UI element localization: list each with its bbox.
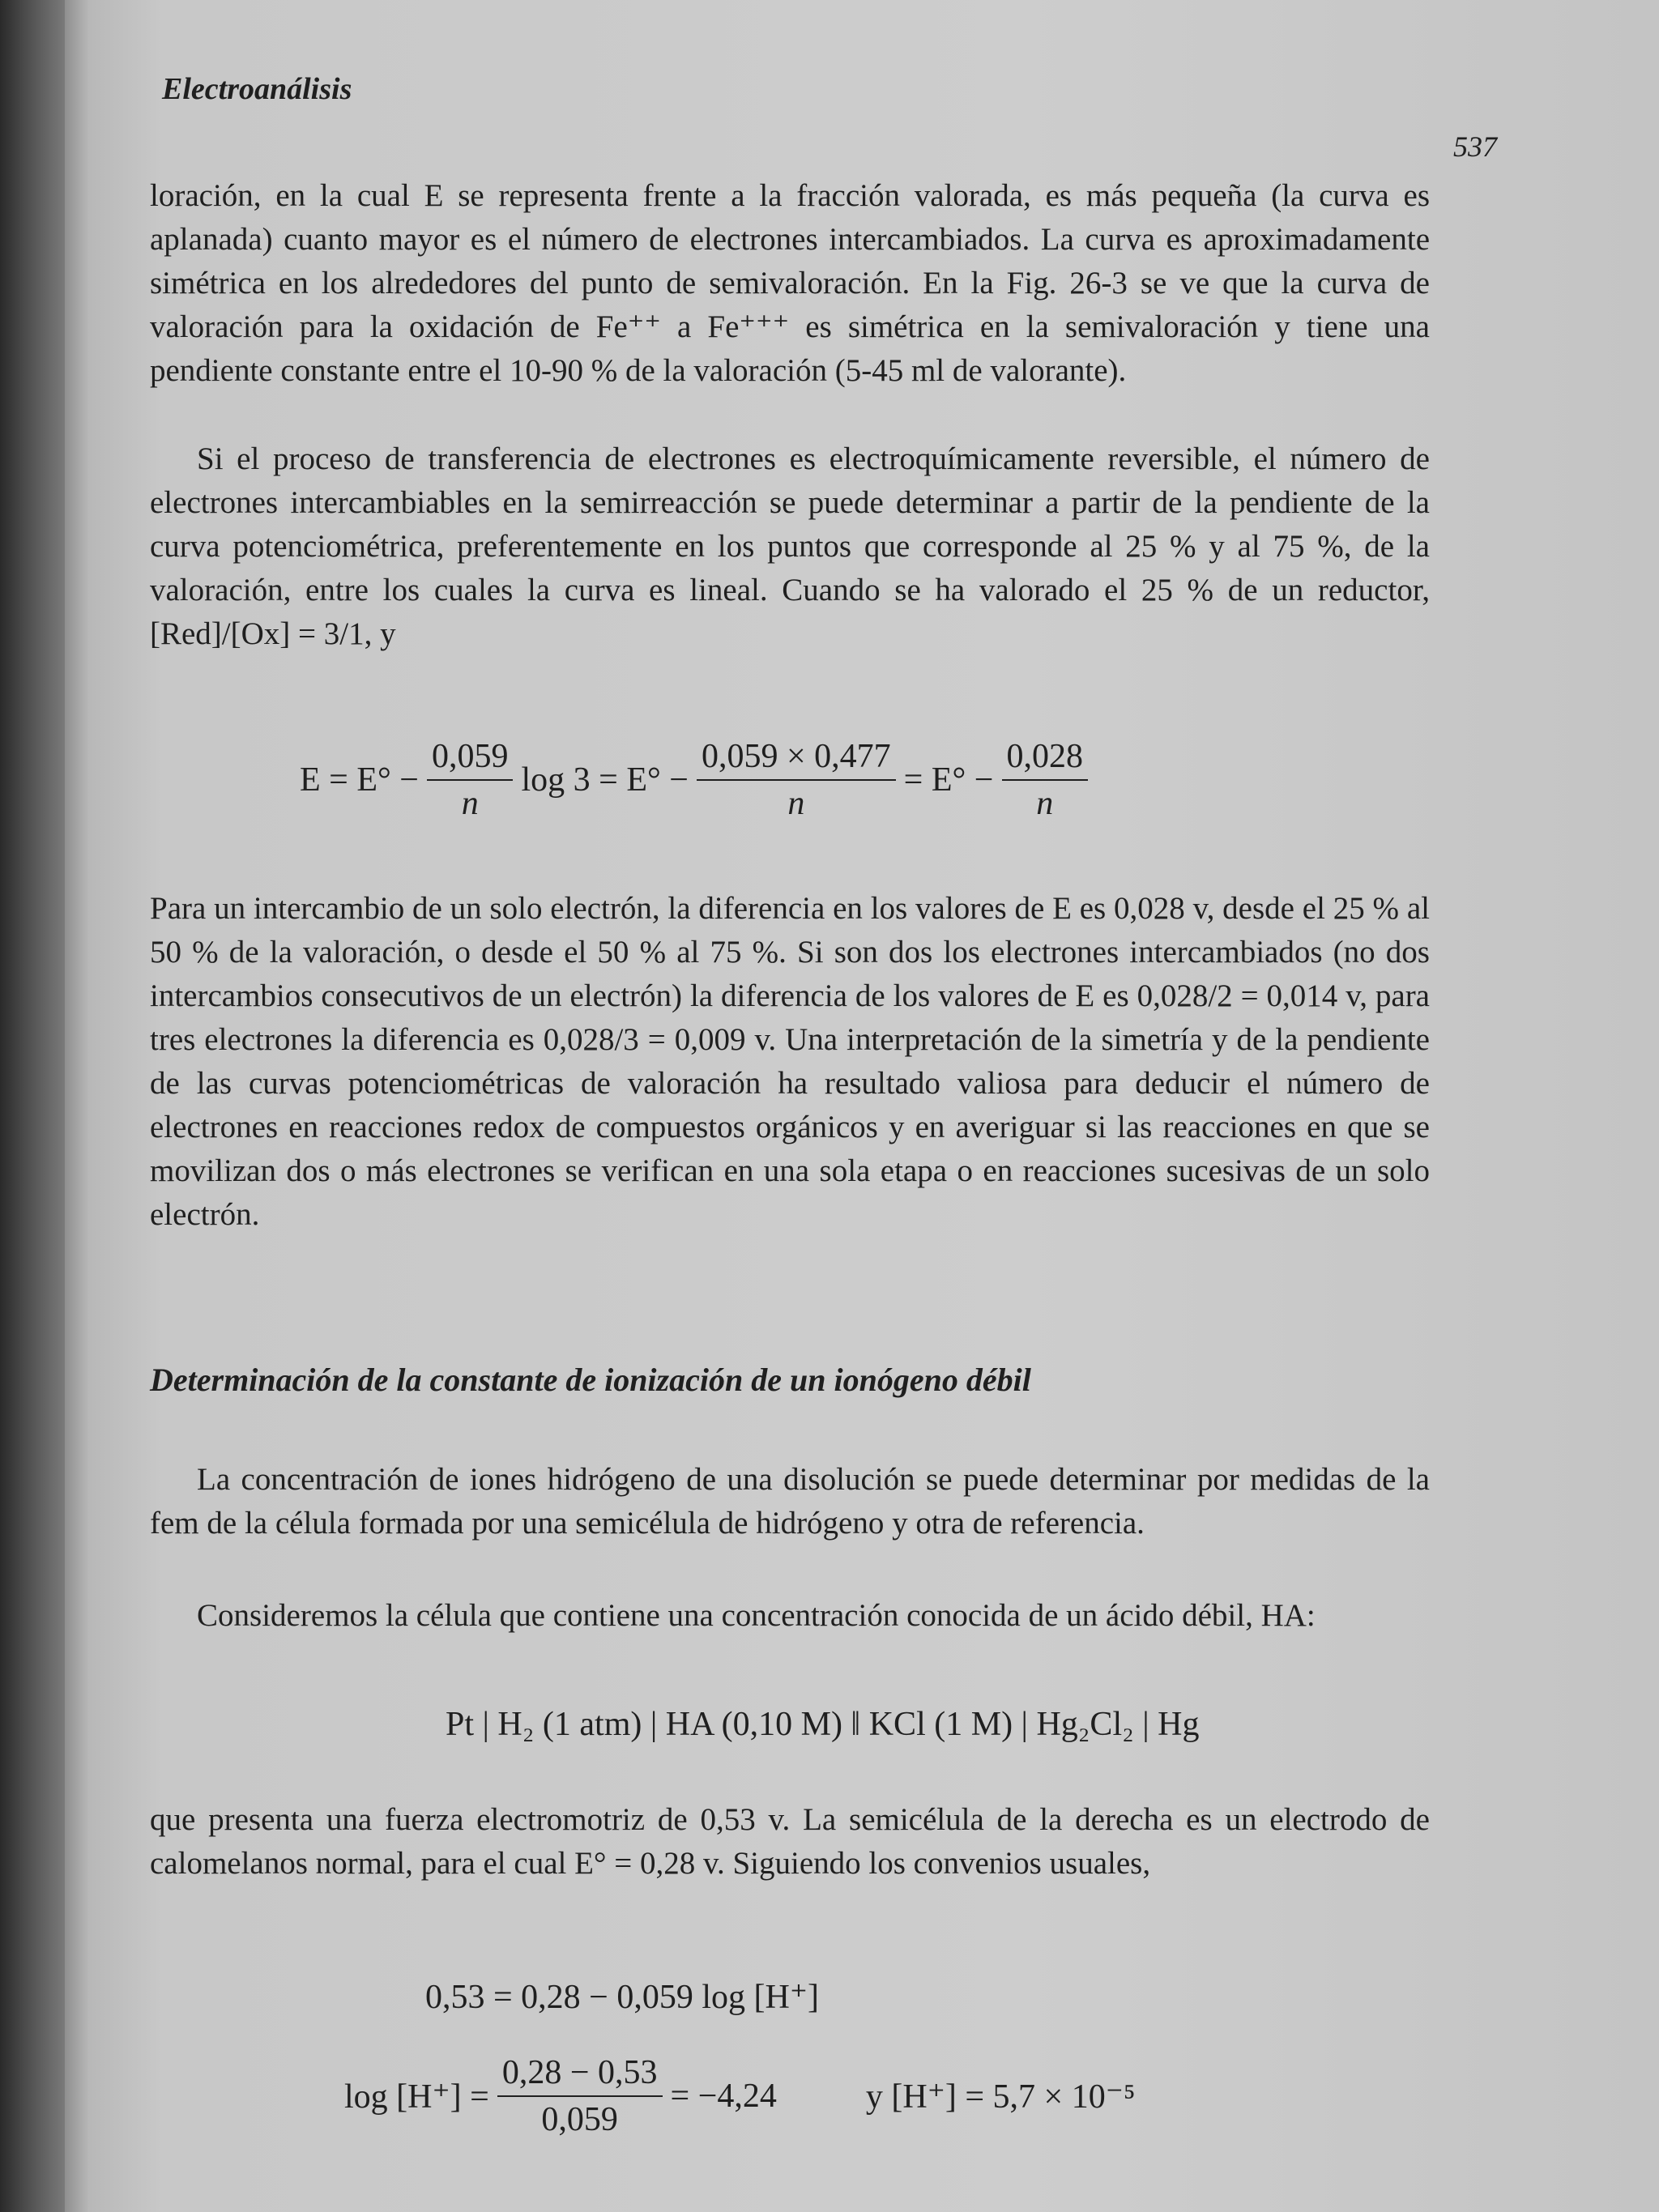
- paragraph-6: que presenta una fuerza electromotriz de 0,53 v. La semicélula de la derecha es un electrodo de calomelanos normal, para el cual E° = 0,28 v. Siguiendo los convenios usuales,: [150, 1802, 1430, 1881]
- paragraph-2-text: Si el proceso de transferencia de electrones es electroquímicamente reversible, el número de electrones intercambiables en la semirreacción se puede determinar a partir de la pendiente de la curva potenciométrica, preferentemente en los puntos que corresponde al 25 % y al 75 %, de la valoración, entre los cuales la curva es lineal. Cuando se ha valorado el 25 % de un reductor, [Red]/[Ox] = 3/1, y: [150, 441, 1430, 651]
- eq1-f3-num: 0,028: [1002, 737, 1089, 781]
- eq3-lhs: log [H⁺] =: [344, 2078, 489, 2116]
- eq1-fraction-1: [427, 737, 514, 823]
- book-page: [65, 0, 1659, 2212]
- eq3-rhs: = −4,24: [670, 2078, 777, 2115]
- equation-emf: 0,53 = 0,28 − 0,059 log [H⁺]: [425, 1979, 820, 2016]
- eq1-lhs: E = E° −: [300, 761, 419, 799]
- eq1-mid2: = E° −: [903, 761, 994, 799]
- eq1-f2-den: n: [787, 785, 805, 822]
- eq3-fraction: [497, 2053, 663, 2139]
- paragraph-4-text: La concentración de iones hidrógeno de una disolución se puede determinar por medidas de la fem de la célula formada por una semicélula de hidrógeno y otra de referencia.: [150, 1462, 1430, 1541]
- eq1-f1-den: n: [461, 785, 479, 822]
- paragraph-3: Para un intercambio de un solo electrón, la diferencia en los valores de E es 0,028 v, desde el 25 % al 50 % de la valoración, o desde el 50 % al 75 %. Si son dos los electrones intercambiados (no dos intercambios consecutivos de un electrón) la diferencia de los valores de E es 0,028/2 = 0,014 v, para tres electrones la diferencia es 0,028/3 = 0,009 v. Una interpretación de la simetría y de la pendiente de las curvas potenciométricas de valoración ha resultado valiosa para deducir el número de electrones en reacciones redox de compuestos orgánicos y en averiguar si las reacciones en que se movilizan dos o más electrones se verifican en una sola etapa o en reacciones sucesivas de un solo electrón.: [150, 891, 1430, 1232]
- book-gutter: [0, 0, 65, 2212]
- eq1-f3-den: n: [1036, 785, 1054, 822]
- eq1-f1-num: 0,059: [427, 737, 514, 781]
- paragraph-2: [150, 437, 1430, 656]
- eq3-result: y [H⁺] = 5,7 × 10⁻⁵: [865, 2078, 1136, 2116]
- eq1-fraction-2: [697, 737, 896, 823]
- equation-potential: [300, 737, 1096, 823]
- eq3-f-den: 0,059: [541, 2101, 618, 2138]
- eq1-f2-num: 0,059 × 0,477: [697, 737, 896, 781]
- page-number: 537: [1453, 130, 1497, 163]
- paragraph-1: loración, en la cual E se representa frente a la fracción valorada, es más pequeña (la curva es aplanada) cuanto mayor es el número de electrones intercambiados. La curva es aproximadamente simétrica en los alrededores del punto de semivaloración. En la Fig. 26-3 se ve que la curva de valoración para la oxidación de Fe⁺⁺ a Fe⁺⁺⁺ es simétrica en la semivaloración y tiene una pendiente constante entre el 10-90 % de la valoración (5-45 ml de valorante).: [150, 178, 1430, 388]
- paragraph-5: [150, 1594, 1430, 1638]
- eq1-fraction-3: [1002, 737, 1089, 823]
- eq3-f-num: 0,28 − 0,53: [497, 2053, 663, 2097]
- cell-notation: Pt | H₂ (1 atm) | HA (0,10 M) ‖ KCl (1 M) | Hg₂Cl₂ | Hg: [446, 1706, 1200, 1743]
- eq1-mid1: log 3 = E° −: [521, 761, 689, 799]
- running-title: Electroanálisis: [162, 72, 352, 106]
- paragraph-5-text: Consideremos la célula que contiene una concentración conocida de un ácido débil, HA:: [197, 1598, 1316, 1633]
- section-heading: Determinación de la constante de ionización de un ionógeno débil: [150, 1362, 1031, 1398]
- equation-log-h: [344, 2053, 1136, 2139]
- paragraph-4: [150, 1458, 1430, 1545]
